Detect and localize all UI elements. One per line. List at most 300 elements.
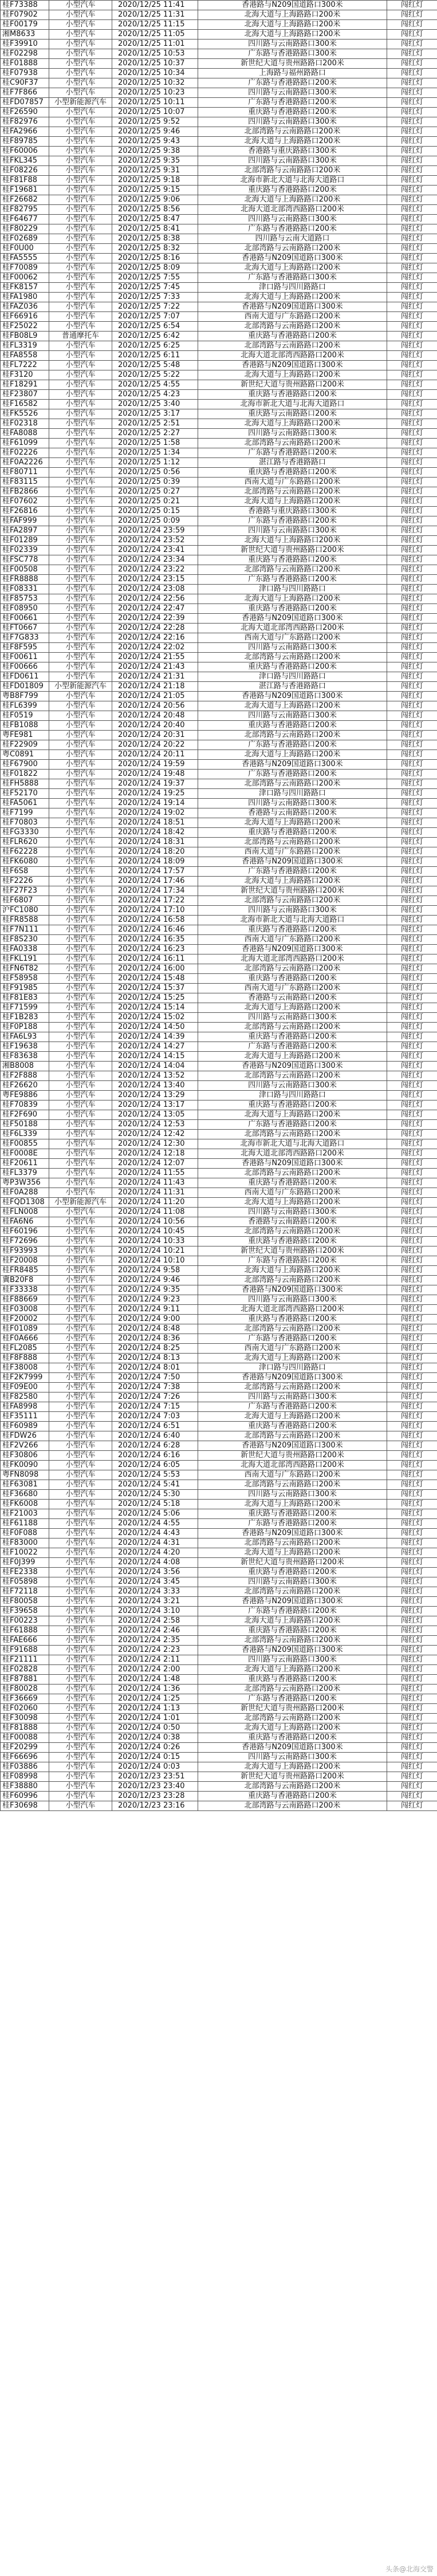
- cell-time: 2020/12/25 2:27: [112, 429, 198, 439]
- cell-location: 北海大道与上海路路口200米: [198, 1665, 387, 1675]
- cell-time: 2020/12/24 16:58: [112, 916, 198, 925]
- cell-time: 2020/12/25 8:47: [112, 215, 198, 224]
- cell-location: 四川路与云南路路口300米: [198, 711, 387, 721]
- cell-location: 北海大道与上海路路口200米: [198, 30, 387, 40]
- cell-violation: 闯红灯: [387, 312, 437, 322]
- cell-violation: 闯红灯: [387, 1392, 437, 1402]
- table-row: [1, 176, 437, 186]
- cell-plate: 桂FA8998: [1, 1402, 49, 1412]
- cell-time: 2020/12/24 16:46: [112, 925, 198, 935]
- cell-location: 北部湾路与云南路路口200米: [198, 127, 387, 137]
- cell-plate: 桂FA0338: [1, 945, 49, 954]
- table-row: [1, 1334, 437, 1344]
- table-row: [1, 1100, 437, 1110]
- cell-location: 北部湾路与云南路路口200米: [198, 1539, 387, 1548]
- cell-location: 四川路与云南路路口300米: [198, 1295, 387, 1305]
- table-row: [1, 117, 437, 127]
- cell-violation: 闯红灯: [387, 1354, 437, 1363]
- cell-vehicle-type: 小型汽车: [49, 1655, 112, 1665]
- table-row: [1, 1422, 437, 1431]
- cell-time: 2020/12/24 14:39: [112, 1032, 198, 1042]
- table-row: [1, 828, 437, 838]
- cell-plate: 桂F26682: [1, 195, 49, 205]
- cell-location: 北海大道与上海路路口200米: [198, 497, 387, 507]
- table-row: [1, 1461, 437, 1470]
- cell-time: 2020/12/24 15:37: [112, 984, 198, 993]
- cell-violation: 闯红灯: [387, 1402, 437, 1412]
- cell-vehicle-type: 小型汽车: [49, 215, 112, 224]
- cell-plate: 桂FA8558: [1, 351, 49, 361]
- cell-vehicle-type: 小型汽车: [49, 1675, 112, 1685]
- cell-violation: 闯红灯: [387, 789, 437, 799]
- cell-plate: 桂F02298: [1, 49, 49, 59]
- cell-location: 西南大道与广东路路口200米: [198, 847, 387, 857]
- cell-location: 北海大道与上海路路口200米: [198, 419, 387, 429]
- cell-plate: 桂F89785: [1, 137, 49, 147]
- cell-time: 2020/12/24 17:34: [112, 886, 198, 896]
- table-row: [1, 1, 437, 10]
- cell-violation: 闯红灯: [387, 1071, 437, 1081]
- cell-violation: 闯红灯: [387, 1733, 437, 1743]
- cell-location: 北部湾路与云南路路口200米: [198, 731, 387, 740]
- cell-violation: 闯红灯: [387, 1792, 437, 1801]
- cell-plate: 桂F30806: [1, 1451, 49, 1461]
- cell-violation: 闯红灯: [387, 59, 437, 69]
- cell-location: 香港路与N209国道路口300米: [198, 1159, 387, 1169]
- cell-location: 北海大道与上海路路口200米: [198, 1003, 387, 1013]
- cell-vehicle-type: 小型汽车: [49, 1188, 112, 1198]
- table-row: [1, 88, 437, 98]
- cell-violation: 闯红灯: [387, 935, 437, 945]
- cell-vehicle-type: 小型汽车: [49, 614, 112, 624]
- cell-vehicle-type: 小型汽车: [49, 1558, 112, 1568]
- cell-vehicle-type: 小型新能源汽车: [49, 682, 112, 692]
- cell-plate: 桂F23807: [1, 390, 49, 400]
- cell-vehicle-type: 小型汽车: [49, 127, 112, 137]
- cell-location: 北海大道与上海路路口200米: [198, 1198, 387, 1208]
- cell-vehicle-type: 小型汽车: [49, 1246, 112, 1256]
- cell-violation: 闯红灯: [387, 1363, 437, 1373]
- cell-location: 重庆路与香港路路口200米: [198, 1568, 387, 1577]
- cell-time: 2020/12/25 10:37: [112, 59, 198, 69]
- cell-violation: 闯红灯: [387, 1042, 437, 1052]
- table-row: [1, 925, 437, 935]
- cell-violation: 闯红灯: [387, 10, 437, 20]
- cell-time: 2020/12/24 2:35: [112, 1636, 198, 1646]
- cell-violation: 闯红灯: [387, 1441, 437, 1451]
- cell-time: 2020/12/25 5:48: [112, 361, 198, 370]
- cell-vehicle-type: 小型汽车: [49, 20, 112, 30]
- table-row: [1, 1636, 437, 1646]
- cell-plate: 桂F7N111: [1, 925, 49, 935]
- cell-violation: 闯红灯: [387, 195, 437, 205]
- cell-violation: 闯红灯: [387, 1344, 437, 1354]
- table-row: [1, 711, 437, 721]
- cell-plate: 桂F33338: [1, 1285, 49, 1295]
- cell-plate: 桂F05898: [1, 1577, 49, 1587]
- cell-time: 2020/12/24 12:07: [112, 1159, 198, 1169]
- cell-location: 北海大道与上海路路口200米: [198, 20, 387, 30]
- table-row: [1, 1217, 437, 1227]
- cell-location: 北海大道北部湾西路路口200米: [198, 1305, 387, 1315]
- cell-plate: 桂F00088: [1, 1733, 49, 1743]
- cell-vehicle-type: 小型汽车: [49, 604, 112, 614]
- cell-violation: 闯红灯: [387, 448, 437, 458]
- cell-location: 重庆路与香港路路口200米: [198, 662, 387, 672]
- cell-vehicle-type: 小型汽车: [49, 1295, 112, 1305]
- cell-vehicle-type: 小型汽车: [49, 1062, 112, 1071]
- cell-violation: 闯红灯: [387, 1762, 437, 1772]
- cell-vehicle-type: 小型汽车: [49, 653, 112, 662]
- cell-time: 2020/12/24 7:38: [112, 1383, 198, 1392]
- cell-plate: 桂F26590: [1, 108, 49, 117]
- table-row: [1, 1470, 437, 1480]
- cell-vehicle-type: 小型汽车: [49, 1753, 112, 1762]
- cell-violation: 闯红灯: [387, 701, 437, 711]
- cell-time: 2020/12/24 6:28: [112, 1441, 198, 1451]
- table-row: [1, 1792, 437, 1801]
- cell-plate: 桂F80028: [1, 1685, 49, 1694]
- cell-vehicle-type: 小型汽车: [49, 526, 112, 536]
- cell-violation: 闯红灯: [387, 69, 437, 78]
- table-row: [1, 604, 437, 614]
- cell-plate: 桂F20611: [1, 1159, 49, 1169]
- cell-vehicle-type: 小型汽车: [49, 1616, 112, 1626]
- cell-time: 2020/12/24 9:46: [112, 1276, 198, 1285]
- cell-time: 2020/12/24 18:42: [112, 828, 198, 838]
- cell-violation: 闯红灯: [387, 711, 437, 721]
- cell-location: 北部湾路与云南路路口200米: [198, 964, 387, 974]
- table-row: [1, 1753, 437, 1762]
- cell-time: 2020/12/24 18:31: [112, 838, 198, 847]
- cell-violation: 闯红灯: [387, 1509, 437, 1519]
- cell-time: 2020/12/24 16:23: [112, 945, 198, 954]
- cell-time: 2020/12/24 22:16: [112, 633, 198, 643]
- cell-vehicle-type: 小型汽车: [49, 711, 112, 721]
- cell-violation: 闯红灯: [387, 1597, 437, 1607]
- cell-vehicle-type: 小型汽车: [49, 1772, 112, 1782]
- table-row: [1, 215, 437, 224]
- cell-location: 北部湾路与云南路路口200米: [198, 1071, 387, 1081]
- cell-location: 西南大道与广东路路口200米: [198, 1344, 387, 1354]
- table-row: [1, 507, 437, 516]
- cell-vehicle-type: 小型汽车: [49, 156, 112, 166]
- cell-location: 重庆路与香港路路口200米: [198, 1733, 387, 1743]
- cell-violation: 闯红灯: [387, 896, 437, 906]
- table-row: [1, 429, 437, 439]
- cell-vehicle-type: 小型汽车: [49, 30, 112, 40]
- table-row: [1, 1500, 437, 1509]
- cell-vehicle-type: 小型汽车: [49, 1548, 112, 1558]
- table-row: [1, 341, 437, 351]
- cell-plate: 桂F08331: [1, 585, 49, 594]
- cell-vehicle-type: 小型汽车: [49, 1, 112, 10]
- cell-time: 2020/12/25 10:23: [112, 88, 198, 98]
- cell-plate: 桂F6L339: [1, 1130, 49, 1139]
- cell-time: 2020/12/25 7:07: [112, 312, 198, 322]
- cell-plate: 桂F82795: [1, 205, 49, 215]
- cell-location: 新世纪大道与贵州路路口200米: [198, 380, 387, 390]
- cell-time: 2020/12/24 23:08: [112, 585, 198, 594]
- cell-location: 重庆路与香港路路口200米: [198, 108, 387, 117]
- cell-violation: 闯红灯: [387, 332, 437, 341]
- cell-time: 2020/12/24 13:52: [112, 1071, 198, 1081]
- cell-location: 重庆路与香港路路口200米: [198, 828, 387, 838]
- cell-time: 2020/12/24 3:10: [112, 1607, 198, 1616]
- table-row: [1, 740, 437, 750]
- table-row: [1, 1149, 437, 1159]
- cell-location: 北部湾路与云南路路口200米: [198, 1801, 387, 1811]
- table-row: [1, 1110, 437, 1120]
- cell-vehicle-type: 小型汽车: [49, 1139, 112, 1149]
- cell-vehicle-type: 小型汽车: [49, 497, 112, 507]
- cell-vehicle-type: 小型汽车: [49, 624, 112, 633]
- table-row: [1, 585, 437, 594]
- cell-plate: 桂F01089: [1, 1324, 49, 1334]
- cell-plate: 桂FD07857: [1, 98, 49, 108]
- cell-location: 重庆路与香港路路口200米: [198, 1792, 387, 1801]
- cell-plate: 桂F26620: [1, 1081, 49, 1091]
- cell-time: 2020/12/25 9:35: [112, 156, 198, 166]
- cell-vehicle-type: 小型汽车: [49, 1509, 112, 1519]
- cell-violation: 闯红灯: [387, 585, 437, 594]
- cell-vehicle-type: 小型汽车: [49, 1441, 112, 1451]
- cell-time: 2020/12/25 10:53: [112, 49, 198, 59]
- table-row: [1, 1529, 437, 1539]
- cell-location: 北海大道与上海路路口200米: [198, 818, 387, 828]
- cell-vehicle-type: 小型汽车: [49, 954, 112, 964]
- cell-location: 重庆路与香港路路口200米: [198, 1509, 387, 1519]
- table-row: [1, 1062, 437, 1071]
- cell-violation: 闯红灯: [387, 1178, 437, 1188]
- cell-violation: 闯红灯: [387, 682, 437, 692]
- cell-time: 2020/12/24 21:55: [112, 653, 198, 662]
- table-row: [1, 565, 437, 575]
- cell-location: 广东路与香港路路口200米: [198, 1256, 387, 1266]
- cell-violation: 闯红灯: [387, 1198, 437, 1208]
- cell-violation: 闯红灯: [387, 1412, 437, 1422]
- cell-vehicle-type: 小型汽车: [49, 1344, 112, 1354]
- table-row: [1, 1276, 437, 1285]
- cell-violation: 闯红灯: [387, 1490, 437, 1500]
- cell-violation: 闯红灯: [387, 1500, 437, 1509]
- cell-time: 2020/12/24 20:31: [112, 731, 198, 740]
- cell-time: 2020/12/24 18:20: [112, 847, 198, 857]
- cell-vehicle-type: 小型汽车: [49, 1383, 112, 1392]
- cell-violation: 闯红灯: [387, 1636, 437, 1646]
- cell-time: 2020/12/24 22:47: [112, 604, 198, 614]
- cell-plate: 桂FA2897: [1, 526, 49, 536]
- table-row: [1, 1315, 437, 1324]
- table-row: [1, 380, 437, 390]
- cell-plate: 桂F2F690: [1, 1110, 49, 1120]
- cell-vehicle-type: 小型汽车: [49, 1694, 112, 1704]
- cell-time: 2020/12/25 1:12: [112, 458, 198, 468]
- cell-plate: 桂F02828: [1, 1665, 49, 1675]
- cell-violation: 闯红灯: [387, 565, 437, 575]
- cell-plate: 桂F25022: [1, 322, 49, 332]
- cell-location: 四川路与云南路路口300米: [198, 1490, 387, 1500]
- table-row: [1, 838, 437, 847]
- cell-vehicle-type: 小型汽车: [49, 88, 112, 98]
- cell-plate: 粤P3W356: [1, 1178, 49, 1188]
- cell-time: 2020/12/24 11:20: [112, 1198, 198, 1208]
- table-row: [1, 1159, 437, 1169]
- cell-location: 香港路与N209国道路口300米: [198, 361, 387, 370]
- cell-vehicle-type: 小型汽车: [49, 1461, 112, 1470]
- table-row: [1, 555, 437, 565]
- cell-time: 2020/12/25 7:55: [112, 273, 198, 283]
- cell-location: 北部湾路与云南路路口200米: [198, 244, 387, 254]
- cell-time: 2020/12/25 8:38: [112, 234, 198, 244]
- cell-plate: 桂F0J399: [1, 1558, 49, 1568]
- table-row: [1, 770, 437, 779]
- cell-plate: 湘B8008: [1, 1062, 49, 1071]
- table-row: [1, 1558, 437, 1568]
- cell-vehicle-type: 小型汽车: [49, 117, 112, 127]
- cell-time: 2020/12/24 5:30: [112, 1490, 198, 1500]
- cell-vehicle-type: 小型汽车: [49, 1392, 112, 1402]
- cell-time: 2020/12/24 7:26: [112, 1392, 198, 1402]
- cell-time: 2020/12/24 4:20: [112, 1548, 198, 1558]
- cell-plate: 桂F52170: [1, 789, 49, 799]
- cell-location: 北海大道与上海路路口200米: [198, 370, 387, 380]
- cell-time: 2020/12/24 5:06: [112, 1509, 198, 1519]
- cell-time: 2020/12/24 7:03: [112, 1412, 198, 1422]
- cell-plate: 桂FL3319: [1, 341, 49, 351]
- table-row: [1, 69, 437, 78]
- cell-plate: 桂F00611: [1, 653, 49, 662]
- cell-plate: 桂F60196: [1, 1227, 49, 1237]
- cell-plate: 桂F7199: [1, 808, 49, 818]
- cell-location: 四川路与云南路路口300米: [198, 1577, 387, 1587]
- cell-plate: 桂F91688: [1, 1646, 49, 1655]
- cell-violation: 闯红灯: [387, 127, 437, 137]
- cell-plate: 桂F83638: [1, 1052, 49, 1062]
- cell-time: 2020/12/24 14:15: [112, 1052, 198, 1062]
- cell-vehicle-type: 小型汽车: [49, 186, 112, 195]
- cell-vehicle-type: 小型汽车: [49, 341, 112, 351]
- cell-location: 北海大道与上海路路口200米: [198, 10, 387, 20]
- cell-vehicle-type: 小型汽车: [49, 546, 112, 555]
- cell-vehicle-type: 小型汽车: [49, 1490, 112, 1500]
- cell-vehicle-type: 小型汽车: [49, 1334, 112, 1344]
- cell-time: 2020/12/24 6:51: [112, 1422, 198, 1431]
- cell-vehicle-type: 小型汽车: [49, 293, 112, 302]
- cell-vehicle-type: 小型汽车: [49, 1519, 112, 1529]
- cell-violation: 闯红灯: [387, 244, 437, 254]
- cell-location: 北海大道北部湾西路路口200米: [198, 1461, 387, 1470]
- cell-vehicle-type: 小型汽车: [49, 1801, 112, 1811]
- table-row: [1, 643, 437, 653]
- cell-location: 北海市新北大道与北海大道路口: [198, 176, 387, 186]
- cell-location: 香港路与N209国道路口300米: [198, 760, 387, 770]
- cell-time: 2020/12/25 4:23: [112, 390, 198, 400]
- cell-time: 2020/12/24 10:33: [112, 1237, 198, 1246]
- cell-location: 北海大道与上海路路口200米: [198, 263, 387, 273]
- cell-vehicle-type: 小型汽车: [49, 925, 112, 935]
- cell-location: 北海市新北大道与北海大道路口: [198, 400, 387, 409]
- cell-violation: 闯红灯: [387, 1237, 437, 1246]
- cell-violation: 闯红灯: [387, 1539, 437, 1548]
- table-row: [1, 1548, 437, 1558]
- cell-time: 2020/12/25 8:32: [112, 244, 198, 254]
- table-row: [1, 1091, 437, 1100]
- table-row: [1, 1646, 437, 1655]
- cell-time: 2020/12/25 1:34: [112, 448, 198, 458]
- table-row: [1, 1227, 437, 1237]
- table-row: [1, 409, 437, 419]
- cell-plate: 桂F02226: [1, 448, 49, 458]
- cell-time: 2020/12/24 7:15: [112, 1402, 198, 1412]
- cell-plate: 桂F70839: [1, 1100, 49, 1110]
- cell-violation: 闯红灯: [387, 419, 437, 429]
- cell-location: 香港路与云南路路口200米: [198, 808, 387, 818]
- cell-vehicle-type: 普通摩托车: [49, 332, 112, 341]
- cell-violation: 闯红灯: [387, 1081, 437, 1091]
- cell-vehicle-type: 小型汽车: [49, 789, 112, 799]
- cell-time: 2020/12/24 17:22: [112, 896, 198, 906]
- cell-violation: 闯红灯: [387, 439, 437, 448]
- table-row: [1, 1295, 437, 1305]
- cell-location: 津口路与四川路路口: [198, 283, 387, 293]
- cell-vehicle-type: 小型汽车: [49, 351, 112, 361]
- cell-location: 北部湾路与云南路路口200米: [198, 838, 387, 847]
- table-row: [1, 108, 437, 117]
- table-row: [1, 516, 437, 526]
- cell-plate: 桂F81E83: [1, 993, 49, 1003]
- cell-plate: 桂FQD1308: [1, 1198, 49, 1208]
- cell-violation: 闯红灯: [387, 1753, 437, 1762]
- cell-violation: 闯红灯: [387, 1431, 437, 1441]
- table-row: [1, 1130, 437, 1139]
- cell-location: 重庆路与香港路路口200米: [198, 1100, 387, 1110]
- cell-violation: 闯红灯: [387, 653, 437, 662]
- cell-violation: 闯红灯: [387, 847, 437, 857]
- cell-location: 四川路与云南路路口300米: [198, 117, 387, 127]
- cell-vehicle-type: 小型汽车: [49, 585, 112, 594]
- cell-time: 2020/12/24 3:56: [112, 1568, 198, 1577]
- cell-location: 广东路与香港路路口200米: [198, 78, 387, 88]
- cell-location: 广东路与香港路路口200米: [198, 575, 387, 585]
- cell-violation: 闯红灯: [387, 964, 437, 974]
- cell-violation: 闯红灯: [387, 1801, 437, 1811]
- table-row: [1, 137, 437, 147]
- cell-vehicle-type: 小型汽车: [49, 1052, 112, 1062]
- cell-location: 北部湾路与云南路路口200米: [198, 896, 387, 906]
- cell-violation: 闯红灯: [387, 516, 437, 526]
- cell-plate: 桂F00855: [1, 1139, 49, 1149]
- cell-time: 2020/12/25 9:06: [112, 195, 198, 205]
- cell-violation: 闯红灯: [387, 254, 437, 263]
- cell-location: 北部湾路与云南路路口200米: [198, 1782, 387, 1792]
- cell-violation: 闯红灯: [387, 263, 437, 273]
- cell-violation: 闯红灯: [387, 770, 437, 779]
- cell-violation: 闯红灯: [387, 925, 437, 935]
- cell-location: 西南大道与广东路路口200米: [198, 1470, 387, 1480]
- cell-vehicle-type: 小型汽车: [49, 224, 112, 234]
- cell-violation: 闯红灯: [387, 974, 437, 984]
- table-row: [1, 954, 437, 964]
- cell-time: 2020/12/24 23:15: [112, 575, 198, 585]
- cell-violation: 闯红灯: [387, 478, 437, 487]
- cell-plate: 桂FK0090: [1, 1461, 49, 1470]
- cell-time: 2020/12/24 15:14: [112, 1003, 198, 1013]
- cell-time: 2020/12/24 2:23: [112, 1646, 198, 1655]
- table-row: [1, 1597, 437, 1607]
- table-row: [1, 799, 437, 808]
- cell-location: 重庆路与香港路路口200米: [198, 390, 387, 400]
